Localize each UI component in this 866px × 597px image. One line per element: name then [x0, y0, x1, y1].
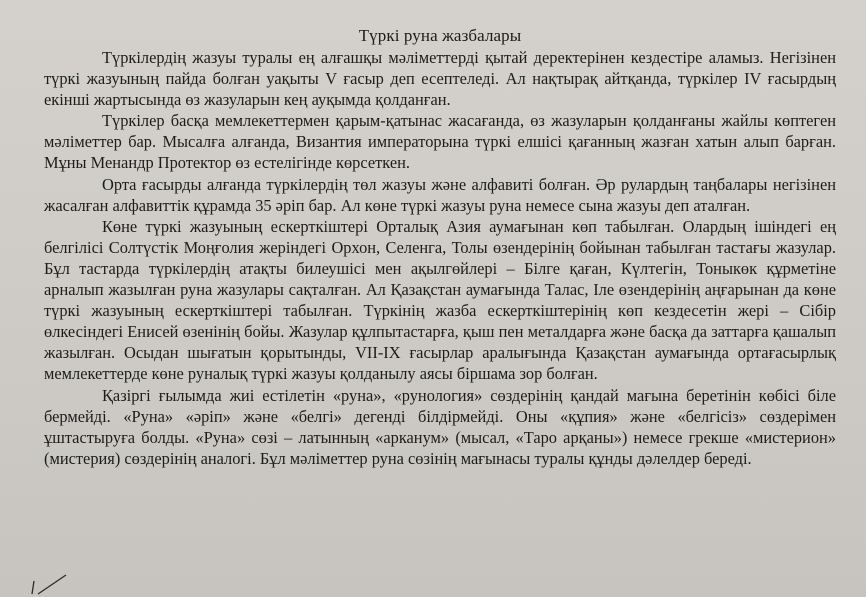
paragraph-5: Қазіргі ғылымда жиі естілетін «руна», «рунология» сөздерінің қандай мағына беретінін көбісі біле бермейді. «Руна» «әріп» және «белгі» дегенді білдірмейді. Оны «құпия» және «белгісіз» сөздерімен ұштастыруға болды. «Руна» сөзі – латынның «арканум» (мысал, «Таро арқаны») немесе грекше «мистерион» (мистерия) сөздерінің аналогі. Бұл мәліметтер руна сөзінің мағынасы туралы құнды дәлелдер береді.: [44, 385, 836, 468]
document-title: Түркі руна жазбалары: [358, 26, 522, 45]
paragraph-1: Түркілердің жазуы туралы ең алғашқы мәліметтерді қытай деректерінен кездестіре аламыз. Негізінен түркі жазуының пайда болған уақыты V ғасыр деп есептеледі. Ал нақтырақ айтқанда, түркілер IV ғасырдың екінші жартысында өз жазуларын кең ауқымда қолданған.: [44, 48, 836, 110]
paragraph-4: Көне түркі жазуының ескерткіштері Орталық Азия аумағынан көп табылған. Олардың ішіндегі ең белгілісі Солтүстік Моңғолия жеріндегі Орхон, Селенга, Толы өзендерінің бойынан табылған тастағы жазулар. Бұл тастарда түркілердің атақты билеушісі мен ақылгөйлері – Білге қаған, Күлтегін, Тоныкөк құрметіне арналып жазылған руна жазулары сақталған. Ал Қазақстан аумағында Талас, Іле өзендерінің аңғарынан да көне түркі жазуының ескерткіштері табылған. Түркінің жазба ескерткіштерінің көп кездесетін жері – Сібір өлкесіндегі Енисей өзенінің бойы. Жазулар құлпытастарға, қыш пен металдарға және басқа да заттарға қашалып жазылған. Осыдан шығатын қорытынды, VII-IX ғасырлар аралығында Қазақстан аумағында ортағасырлық мемлекеттерде көне руналық түркі жазуы қолданылу аясы біршама зор болған.: [44, 216, 836, 384]
paragraph-2: Түркілер басқа мемлекеттермен қарым-қатынас жасағанда, өз жазуларын қолданғаны жайлы көптеген мәліметтер бар. Мысалға алғанда, Византия императорына түркі елшісі қағанның жазған хатын алып барған. Мұны Менандр Протектор өз естелігінде көрсеткен.: [44, 111, 836, 173]
paragraph-3: Орта ғасырды алғанда түркілердің төл жазуы және алфавиті болған. Әр рулардың таңбалары негізінен жасалған алфавиттік құрамда 35 әріп бар. Ал көне түркі жазуы руна немесе сына жазуы деп аталған.: [44, 174, 836, 215]
pen-mark: [26, 573, 76, 595]
